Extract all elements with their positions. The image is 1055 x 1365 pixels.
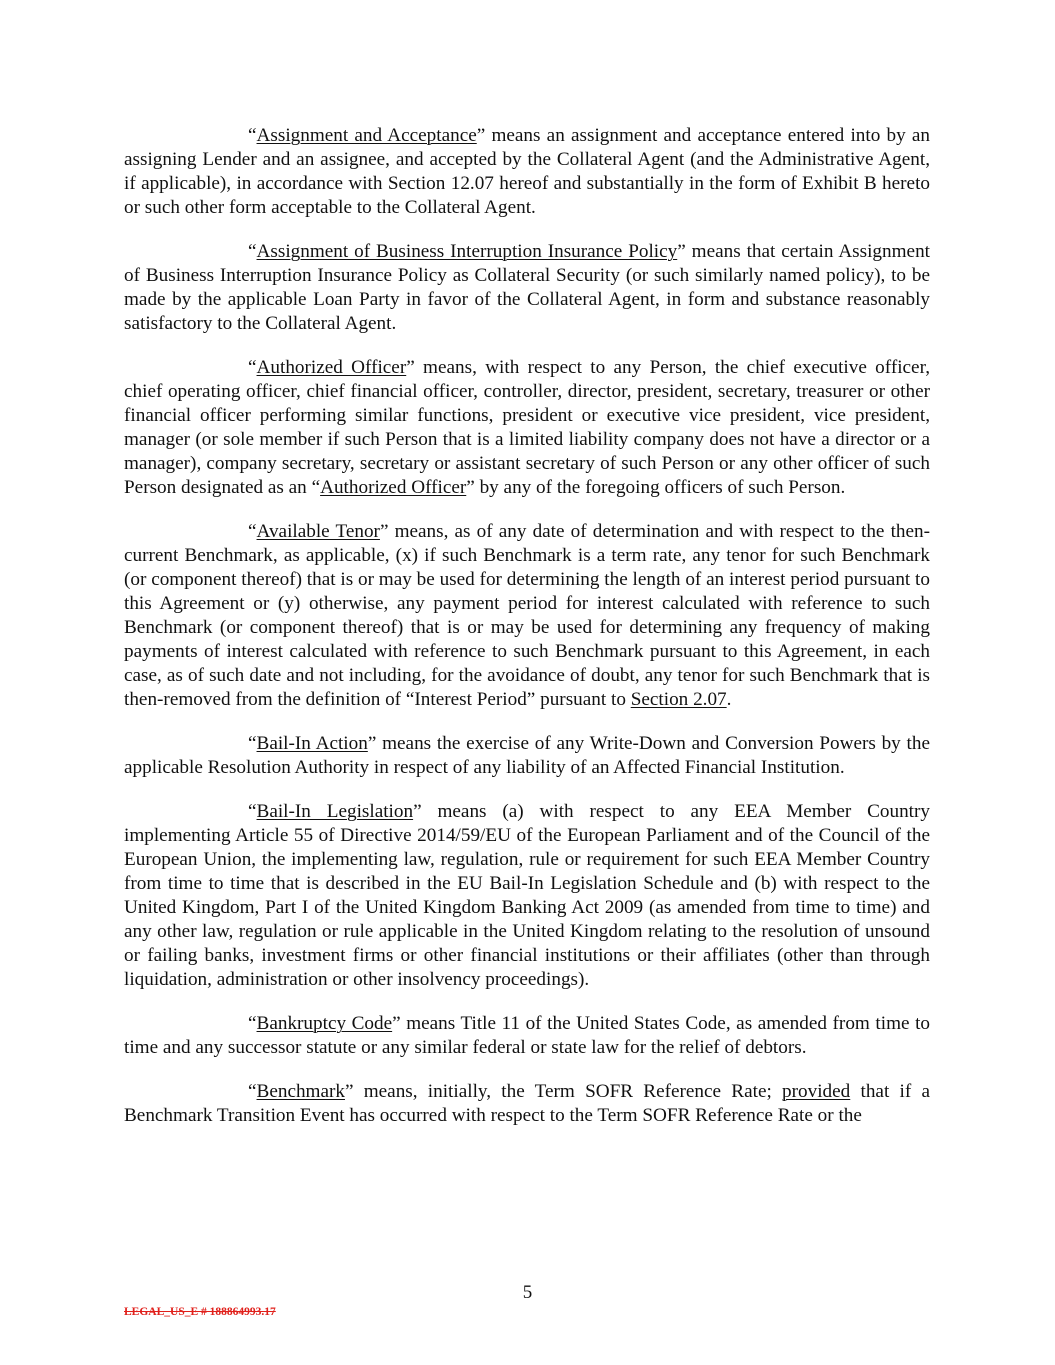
definition-text: ” means the exercise of any Write-Down and Conversion Powers by the applicable Resolution Authority in respect of any liability of an Affected Financial Institution. xyxy=(124,733,930,778)
defined-term: Benchmark xyxy=(256,1081,345,1102)
definition-text: ” means (a) with respect to any EEA Member Country implementing Article 55 of Directive 2014/59/EU of the European Parliament and of the Council of the European Union, the implementing law, regulation, rule or requirement for such EEA Member Country from time to time that is described in the EU Bail-In Legislation Schedule and (b) with respect to the United Kingdom, Part I of the United Kingdom Banking Act 2009 (as amended from time to time) and any other law, regulation or rule applicable in the United Kingdom relating to the resolution of unsound or failing banks, investment firms or other financial institutions or their affiliates (other than through liquidation, administration or other insolvency proceedings). xyxy=(124,801,930,990)
definition-text: “ xyxy=(248,125,257,146)
definition-text: “ xyxy=(248,1013,257,1034)
defined-term: Available Tenor xyxy=(256,521,380,542)
defined-term: Bankruptcy Code xyxy=(256,1013,393,1034)
defined-term: Assignment of Business Interruption Insurance Policy xyxy=(256,241,678,262)
definition-assignment-and-acceptance xyxy=(124,124,930,220)
definition-bankruptcy-code xyxy=(124,1012,930,1060)
term-reference: Authorized Officer xyxy=(320,477,467,498)
definition-text: ” means Title 11 of the United States Code, as amended from time to time and any successor statute or any similar federal or state law for the relief of debtors. xyxy=(124,1013,930,1058)
definition-bail-in-legislation xyxy=(124,800,930,992)
definition-text: “ xyxy=(248,241,257,262)
term-reference: provided xyxy=(782,1081,851,1102)
definition-text: “ xyxy=(248,1081,257,1102)
definition-text: ” means, with respect to any Person, the chief executive officer, chief operating officer, chief financial officer, controller, director, president, secretary, treasurer or other financial officer performing similar functions, president or executive vice president, vice president, manager (or sole member if such Person that is a limited liability company does not have a director or a manager), company secretary, secretary or assistant secretary of such Person or any other officer of such Person designated as an “ xyxy=(124,357,930,498)
definition-authorized-officer xyxy=(124,356,930,500)
definition-text: ” means an assignment and acceptance entered into by an assigning Lender and an assignee, and accepted by the Collateral Agent (and the Administrative Agent, if applicable), in accordance with Section 12.07 hereof and substantially in the form of Exhibit B hereto or such other form acceptable to the Collateral Agent. xyxy=(124,125,930,218)
definition-text: ” means, as of any date of determination and with respect to the then-current Benchmark, as applicable, (x) if such Benchmark is a term rate, any tenor for such Benchmark (or component thereof) that is or may be used for determining the length of an interest period pursuant to this Agreement or (y) otherwise, any payment period for interest calculated with reference to such Benchmark (or component thereof) that is or may be used for determining any frequency of making payments of interest calculated with reference to such Benchmark pursuant to this Agreement, in each case, as of such date and not including, for the avoidance of doubt, any tenor for such Benchmark that is then-removed from the definition of “Interest Period” pursuant to xyxy=(124,521,930,710)
term-reference: Section 2.07 xyxy=(630,689,727,710)
definition-text: “ xyxy=(248,357,257,378)
definition-text: that if a Benchmark Transition Event has occurred with respect to the Term SOFR Reference Rate or the xyxy=(124,1081,930,1126)
defined-term: Bail-In Legislation xyxy=(256,801,414,822)
defined-term: Bail-In Action xyxy=(256,733,368,754)
definition-text: “ xyxy=(248,733,257,754)
definition-bail-in-action xyxy=(124,732,930,780)
defined-term: Assignment and Acceptance xyxy=(256,125,477,146)
definition-text: ” means, initially, the Term SOFR Reference Rate; xyxy=(344,1081,783,1102)
definition-text: ” by any of the foregoing officers of such Person. xyxy=(466,477,846,498)
definition-text: “ xyxy=(248,801,257,822)
definition-text: ” means that certain Assignment of Business Interruption Insurance Policy as Collateral Security (or such similarly named policy), to be made by the applicable Loan Party in favor of the Collateral Agent, in form and substance reasonably satisfactory to the Collateral Agent. xyxy=(124,241,930,334)
document-id-footer: LEGAL_US_E # 188864993.17 xyxy=(124,1306,276,1318)
page-number: 5 xyxy=(522,1282,533,1303)
definition-text: “ xyxy=(248,521,257,542)
definition-available-tenor xyxy=(124,520,930,712)
definition-assignment-of-bi-insurance-policy xyxy=(124,240,930,336)
defined-term: Authorized Officer xyxy=(256,357,407,378)
definition-benchmark xyxy=(124,1080,930,1128)
document-page xyxy=(124,124,930,1148)
definition-text: . xyxy=(726,689,732,710)
